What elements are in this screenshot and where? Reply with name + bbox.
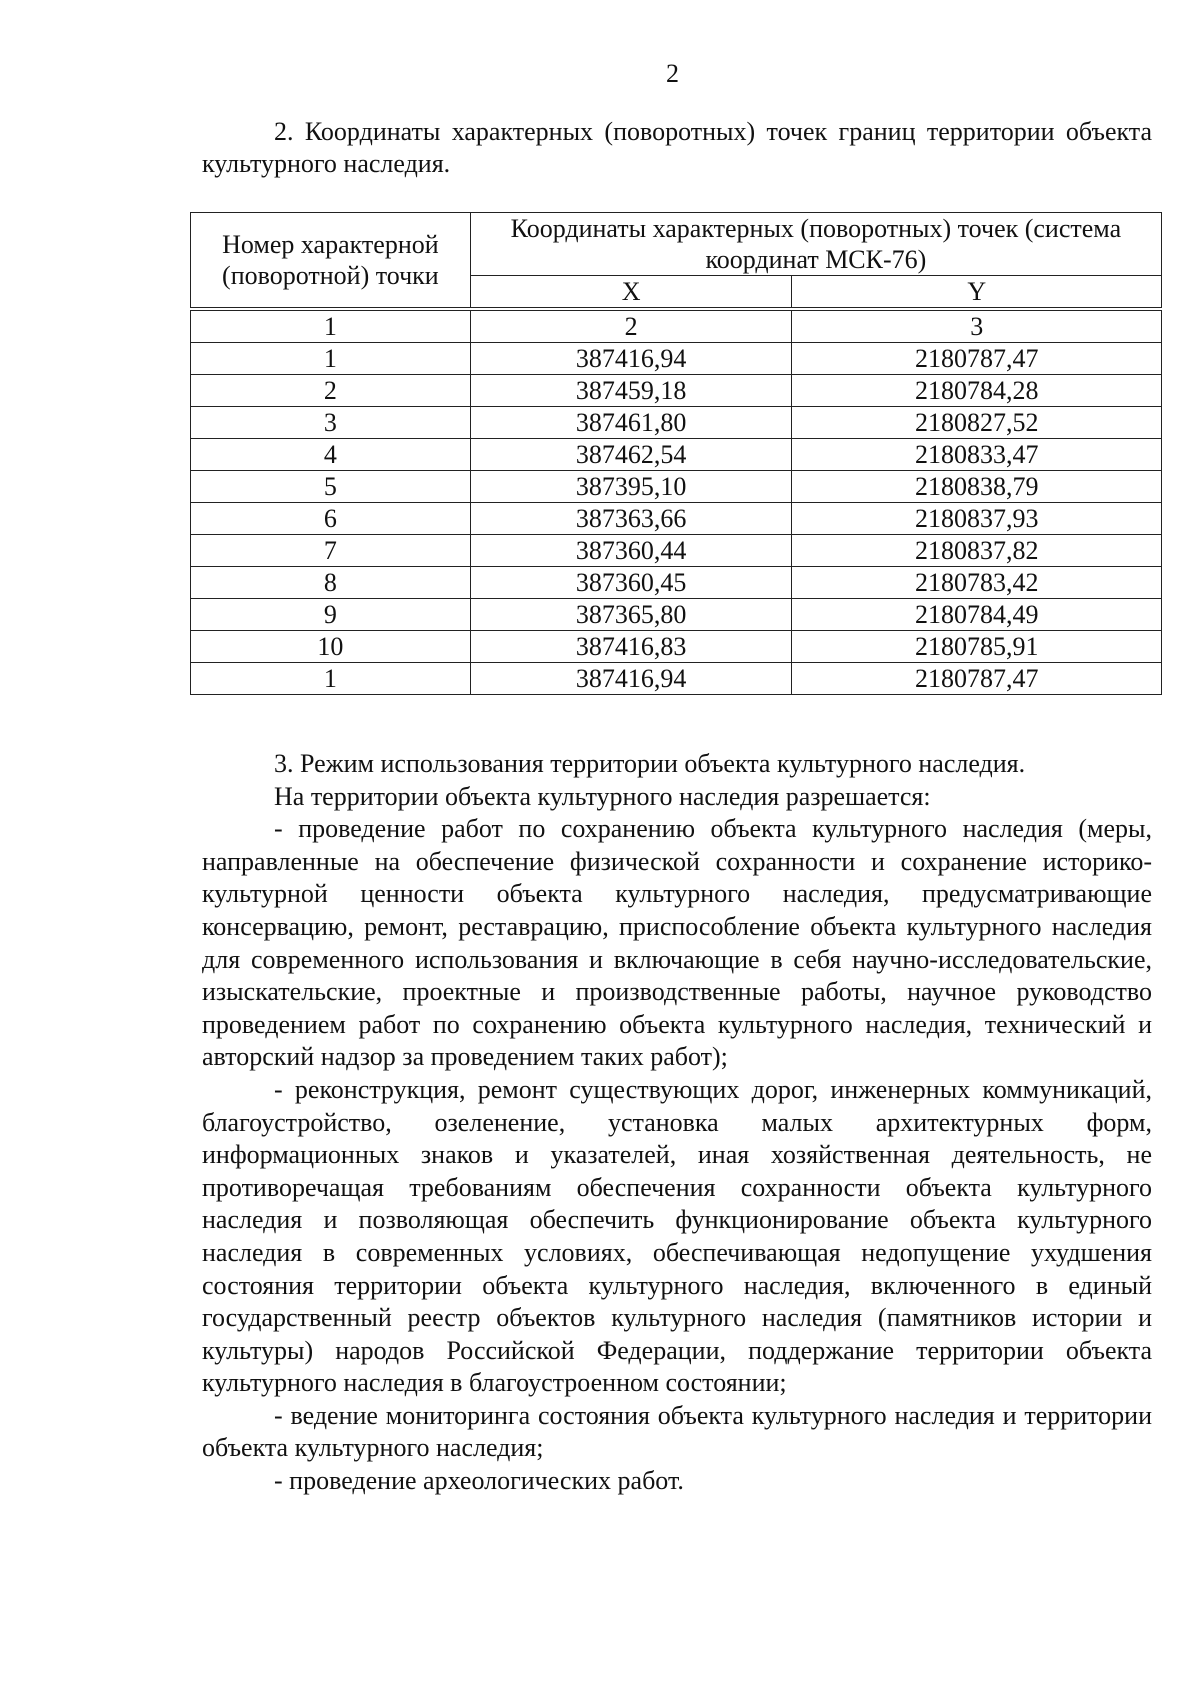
y-coordinate-cell: 2180827,52 (792, 407, 1162, 439)
section-3-intro: На территории объекта культурного наследия разрешается: (274, 781, 931, 811)
table-header (191, 213, 1162, 308)
x-coordinate-cell: 387360,45 (470, 567, 792, 599)
permitted-item-3: - ведение мониторинга состояния объекта культурного наследия и территории объекта культурного наследия; (202, 1400, 1152, 1463)
table-row (191, 503, 1162, 535)
y-coordinate-cell: 2180783,42 (792, 567, 1162, 599)
section-2-heading: 2. Координаты характерных (поворотных) точек границ территории объекта культурного наследия. (202, 117, 1152, 178)
permitted-item-1: - проведение работ по сохранению объекта культурного наследия (меры, направленные на обеспечение физической сохранности и сохранение историко-культурной ценности объекта культурного наследия, предусматривающие консервацию, ремонт, реставрацию, приспособление объекта культурного наследия для современного использования и включающие в себя научно-исследовательские, изыскательские, проектные и производственные работы, научное руководство проведением работ по сохранению объекта культурного наследия, технический и авторский надзор за проведением таких работ); (202, 814, 1152, 1072)
y-coordinate-cell: 2180837,93 (792, 503, 1162, 535)
numbering-cell: 1 (191, 311, 471, 343)
x-coordinate-cell: 387416,83 (470, 631, 792, 663)
header-coordinates-group: Координаты характерных (поворотных) точек (система координат МСК-76) (470, 213, 1161, 276)
header-x: X (470, 276, 792, 308)
x-coordinate-cell: 387395,10 (470, 471, 792, 503)
point-number-cell: 8 (191, 567, 471, 599)
x-coordinate-cell: 387416,94 (470, 663, 792, 695)
permitted-item-4: - проведение археологических работ. (274, 1466, 684, 1496)
table-row (191, 471, 1162, 503)
y-coordinate-cell: 2180837,82 (792, 535, 1162, 567)
permitted-item-2: - реконструкция, ремонт существующих дорог, инженерных коммуникаций, благоустройство, озеленение, установка малых архитектурных форм, информационных знаков и указателей, иная хозяйственная деятельность, не противоречащая требованиям обеспечения сохранности объекта культурного наследия и позволяющая обеспечить функционирование объекта культурного наследия в современных условиях, обеспечивающая недопущение ухудшения состояния территории объекта культурного наследия, включенного в единый государственный реестр объектов культурного наследия (памятников истории и культуры) народов Российской Федерации, поддержание территории объекта культурного наследия в благоустроенном состоянии; (202, 1074, 1152, 1398)
numbering-cell: 2 (470, 311, 792, 343)
point-number-cell: 6 (191, 503, 471, 535)
x-coordinate-cell: 387461,80 (470, 407, 792, 439)
table-row (191, 375, 1162, 407)
table-row (191, 535, 1162, 567)
x-coordinate-cell: 387360,44 (470, 535, 792, 567)
page-number: 2 (666, 59, 679, 88)
numbering-cell: 3 (792, 311, 1162, 343)
section-3-heading: 3. Режим использования территории объекта культурного наследия. (274, 749, 1026, 778)
x-coordinate-cell: 387365,80 (470, 599, 792, 631)
header-point-number: Номер характерной (поворотной) точки (191, 213, 471, 308)
x-coordinate-cell: 387363,66 (470, 503, 792, 535)
table-row (191, 407, 1162, 439)
point-number-cell: 5 (191, 471, 471, 503)
point-number-cell: 1 (191, 663, 471, 695)
coordinates-table (190, 212, 1162, 695)
table-body (191, 308, 1162, 695)
numbering-row (191, 311, 1162, 343)
point-number-cell: 10 (191, 631, 471, 663)
table-row (191, 663, 1162, 695)
point-number-cell: 4 (191, 439, 471, 471)
y-coordinate-cell: 2180838,79 (792, 471, 1162, 503)
table-row (191, 631, 1162, 663)
y-coordinate-cell: 2180787,47 (792, 343, 1162, 375)
point-number-cell: 3 (191, 407, 471, 439)
header-y: Y (792, 276, 1162, 308)
y-coordinate-cell: 2180787,47 (792, 663, 1162, 695)
x-coordinate-cell: 387462,54 (470, 439, 792, 471)
y-coordinate-cell: 2180784,28 (792, 375, 1162, 407)
table-row (191, 599, 1162, 631)
point-number-cell: 7 (191, 535, 471, 567)
table-row (191, 439, 1162, 471)
point-number-cell: 1 (191, 343, 471, 375)
x-coordinate-cell: 387416,94 (470, 343, 792, 375)
table-row (191, 343, 1162, 375)
y-coordinate-cell: 2180833,47 (792, 439, 1162, 471)
section-3 (202, 748, 1152, 1498)
y-coordinate-cell: 2180785,91 (792, 631, 1162, 663)
table-row (191, 567, 1162, 599)
x-coordinate-cell: 387459,18 (470, 375, 792, 407)
point-number-cell: 2 (191, 375, 471, 407)
y-coordinate-cell: 2180784,49 (792, 599, 1162, 631)
point-number-cell: 9 (191, 599, 471, 631)
